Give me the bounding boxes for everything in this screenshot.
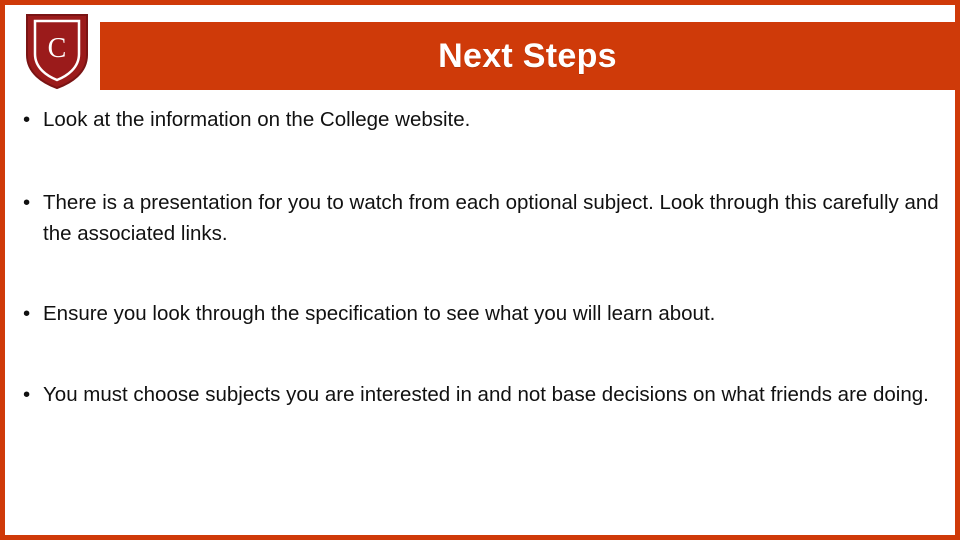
list-item (23, 299, 947, 330)
bullet-text: Look at the information on the College website. (43, 108, 471, 131)
page-title: Next Steps (438, 37, 617, 75)
bullet-marker: • (23, 108, 31, 131)
slide-body (23, 101, 947, 521)
bullet-text: There is a presentation for you to watch from each optional subject. Look through this carefully and the associated links. (43, 190, 939, 245)
college-crest-logo (21, 11, 93, 91)
bullet-marker: • (23, 190, 31, 214)
crest-monogram: C (47, 33, 67, 64)
list-item (23, 105, 947, 136)
bullet-text: Ensure you look through the specification to see what you will learn about. (43, 302, 716, 326)
list-item (23, 188, 947, 250)
bullet-marker: • (23, 302, 31, 326)
bullet-text: You must choose subjects you are interested in and not base decisions on what friends are doing. (43, 383, 929, 406)
slide-title-band (100, 22, 955, 90)
list-item (23, 380, 947, 411)
bullet-marker: • (23, 383, 31, 406)
